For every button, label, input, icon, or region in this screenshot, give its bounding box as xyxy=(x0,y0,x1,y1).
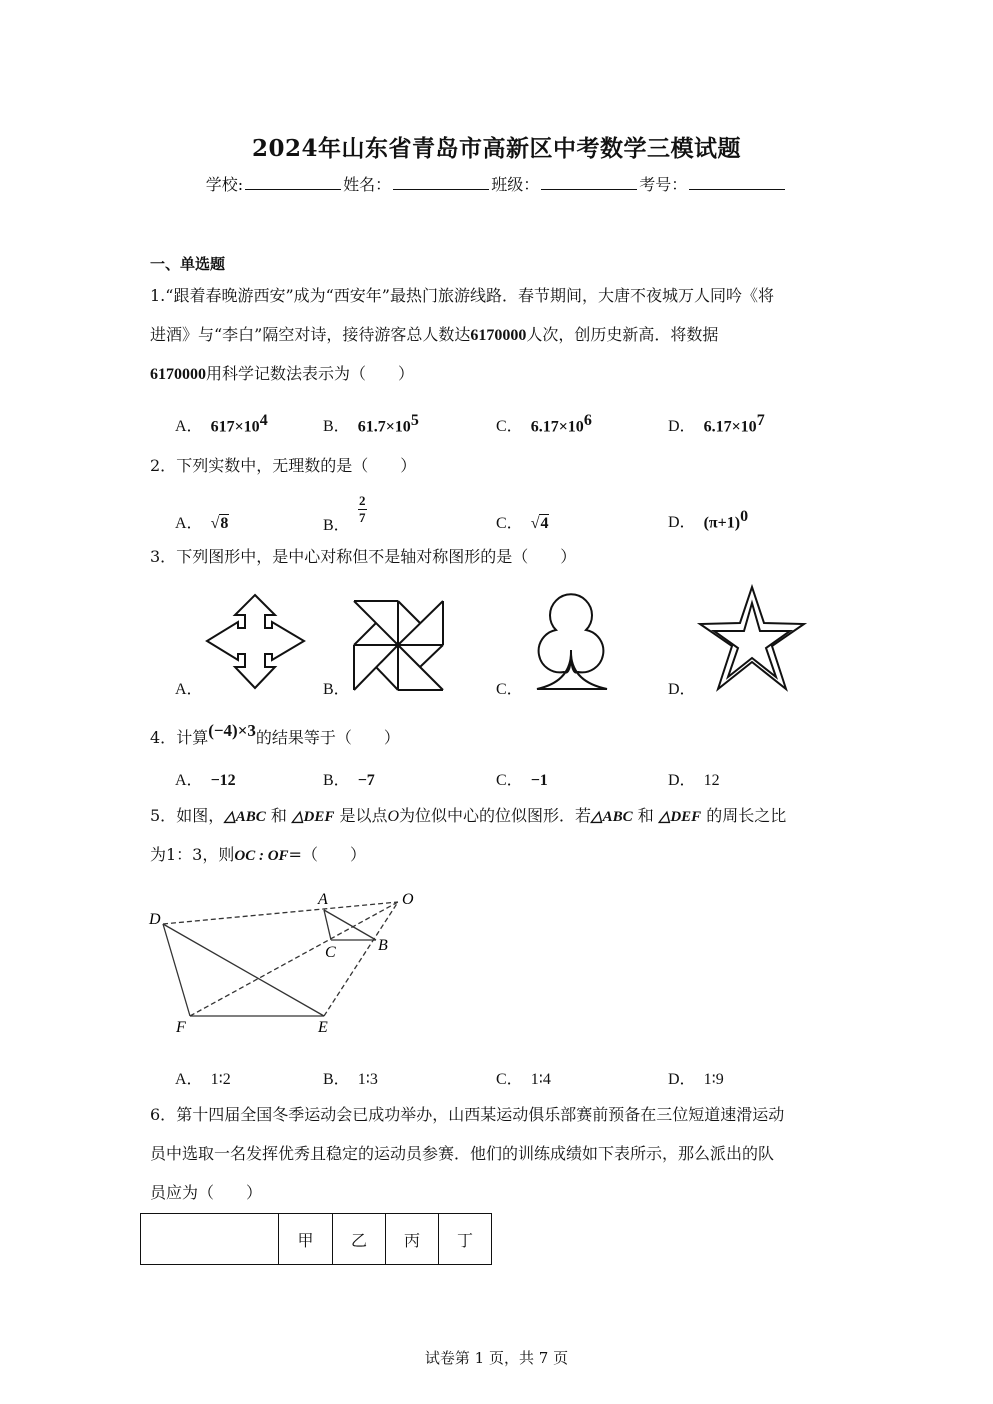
label-d: D xyxy=(149,911,161,928)
question-number: 3． xyxy=(150,547,177,566)
option-value: −12 xyxy=(210,772,236,789)
triangle-abc: △ABC xyxy=(591,809,633,825)
radicand: 4 xyxy=(540,515,549,532)
math-expression: (−4)×3 xyxy=(208,721,256,740)
exponent: 0 xyxy=(740,508,749,525)
option-label: C． xyxy=(496,515,523,532)
name-label: 姓名： xyxy=(343,175,392,194)
question-number: 4． xyxy=(150,728,177,747)
option-label: D． xyxy=(668,681,696,698)
numerator: 2 xyxy=(358,493,366,508)
dashed-line-do xyxy=(163,902,398,924)
page-footer: 试卷第 1 页，共 7 页 xyxy=(424,1349,569,1367)
option-label: B． xyxy=(323,772,350,789)
option-value: 617×10 xyxy=(210,418,260,436)
school-label: 学校: xyxy=(205,175,244,194)
question-number: 5． xyxy=(150,806,177,825)
option-label: C． xyxy=(496,1071,523,1088)
question-text: 员应为（ ） xyxy=(150,1183,263,1202)
question-text: “跟着春晚游西安”成为“西安年”最热门旅游线路．春节期间，大唐不夜城万人同吟《将 xyxy=(165,286,774,305)
triangle-abc: △ABC xyxy=(224,809,266,825)
option-label: A． xyxy=(175,1071,203,1088)
q5-option-a[interactable] xyxy=(175,1066,231,1089)
table-header-ding: 丁 xyxy=(439,1214,492,1265)
question-number: 6． xyxy=(150,1105,177,1124)
question-text: 第十四届全国冬季运动会已成功举办，山西某运动俱乐部赛前预备在三位短道速滑运动 xyxy=(176,1105,785,1124)
question-text: 用科学记数法表示为（ ） xyxy=(206,364,415,383)
question-text: 为位似中心的位似图形．若 xyxy=(399,806,592,825)
option-value: 61.7×10 xyxy=(357,418,411,436)
question-text: 是以点 xyxy=(339,806,388,825)
option-label: A． xyxy=(175,418,203,436)
option-label: B． xyxy=(323,517,350,534)
ratio-expression: OC : OF xyxy=(234,848,289,864)
point-o: O xyxy=(387,808,400,825)
table-header-row xyxy=(141,1214,492,1265)
exam-number-label: 考号： xyxy=(639,175,688,194)
question-text: 的结果等于（ ） xyxy=(255,728,400,747)
exam-title: 2024年山东省青岛市高新区中考数学三模试题 xyxy=(251,135,741,162)
exponent: 4 xyxy=(259,412,268,429)
option-value: 1∶9 xyxy=(703,1071,724,1088)
option-value: −7 xyxy=(357,772,375,789)
option-label: C． xyxy=(496,418,523,436)
segment-ac xyxy=(324,910,331,940)
sqrt-expression: √4 xyxy=(530,515,549,532)
question-number: 1. xyxy=(150,286,166,305)
table-header-yi: 乙 xyxy=(333,1214,386,1265)
radicand: 8 xyxy=(220,515,229,532)
option-value: 6.17×10 xyxy=(703,418,757,436)
math-number: 6170000 xyxy=(470,327,527,344)
score-table xyxy=(140,1213,492,1265)
table-cell-empty xyxy=(141,1214,279,1265)
label-f: F xyxy=(176,1019,186,1036)
exponent: 6 xyxy=(583,412,592,429)
question-text: 的周长之比 xyxy=(706,806,787,825)
triangle-def: △DEF xyxy=(291,809,335,825)
q5-option-d[interactable] xyxy=(668,1066,724,1089)
question-text: 下列实数中，无理数的是（ ） xyxy=(176,456,417,475)
question-text: 为1：3，则 xyxy=(150,845,235,864)
option-label: B． xyxy=(323,681,350,698)
exponent: 7 xyxy=(756,412,765,429)
segment-ab xyxy=(324,910,376,940)
option-label: C． xyxy=(496,681,523,698)
sqrt-expression: √8 xyxy=(210,515,229,532)
option-value: 6.17×10 xyxy=(530,418,584,436)
label-e: E xyxy=(318,1019,328,1036)
label-b: B xyxy=(378,937,388,954)
option-label: D． xyxy=(668,514,696,532)
question-text: 人次，创历史新高．将数据 xyxy=(526,325,719,344)
option-label: D． xyxy=(668,772,696,789)
question-number: 2． xyxy=(150,456,177,475)
option-label: A． xyxy=(175,772,203,789)
exponent: 5 xyxy=(410,412,419,429)
option-value: 12 xyxy=(703,772,720,789)
table-header-jia: 甲 xyxy=(279,1214,333,1265)
question-text: 计算 xyxy=(176,728,209,747)
option-label: C． xyxy=(496,772,523,789)
table-header-bing: 丙 xyxy=(386,1214,439,1265)
option-label: D． xyxy=(668,418,696,436)
option-value: 1∶2 xyxy=(210,1071,231,1088)
option-label: B． xyxy=(323,1071,350,1088)
label-o: O xyxy=(402,891,414,908)
option-value: (π+1) xyxy=(703,514,741,532)
question-text: 和 xyxy=(637,806,654,825)
segment-de xyxy=(163,924,324,1016)
option-label: A． xyxy=(175,681,203,698)
question-text: 进酒》与“李白”隔空对诗，接待游客总人数达 xyxy=(150,325,471,344)
option-value: −1 xyxy=(530,772,548,789)
q5-option-b[interactable] xyxy=(323,1066,378,1089)
denominator: 7 xyxy=(358,510,366,525)
question-6-line-2 xyxy=(150,1144,774,1164)
section-heading: 一、单选题 xyxy=(150,255,226,273)
label-a: A xyxy=(318,891,328,908)
option-label: D． xyxy=(668,1071,696,1088)
class-label: 班级： xyxy=(491,175,540,194)
question-text: 下列图形中，是中心对称但不是轴对称图形的是（ ） xyxy=(176,547,577,566)
question-text: =（ ） xyxy=(288,845,366,864)
math-number: 6170000 xyxy=(150,366,206,383)
q5-option-c[interactable] xyxy=(496,1066,551,1089)
label-c: C xyxy=(325,944,336,961)
option-value: 1∶4 xyxy=(530,1071,551,1088)
option-label: B． xyxy=(323,418,350,436)
option-value: 1∶3 xyxy=(357,1071,378,1088)
question-text: 员中选取一名发挥优秀且稳定的运动员参赛．他们的训练成绩如下表所示，那么派出的队 xyxy=(150,1144,775,1163)
option-label: A． xyxy=(175,515,203,532)
question-6-line-1 xyxy=(150,1105,784,1125)
question-text: 和 xyxy=(270,806,287,825)
question-text: 如图， xyxy=(176,806,225,825)
triangle-def: △DEF xyxy=(658,809,702,825)
question-6-line-3 xyxy=(150,1183,262,1203)
